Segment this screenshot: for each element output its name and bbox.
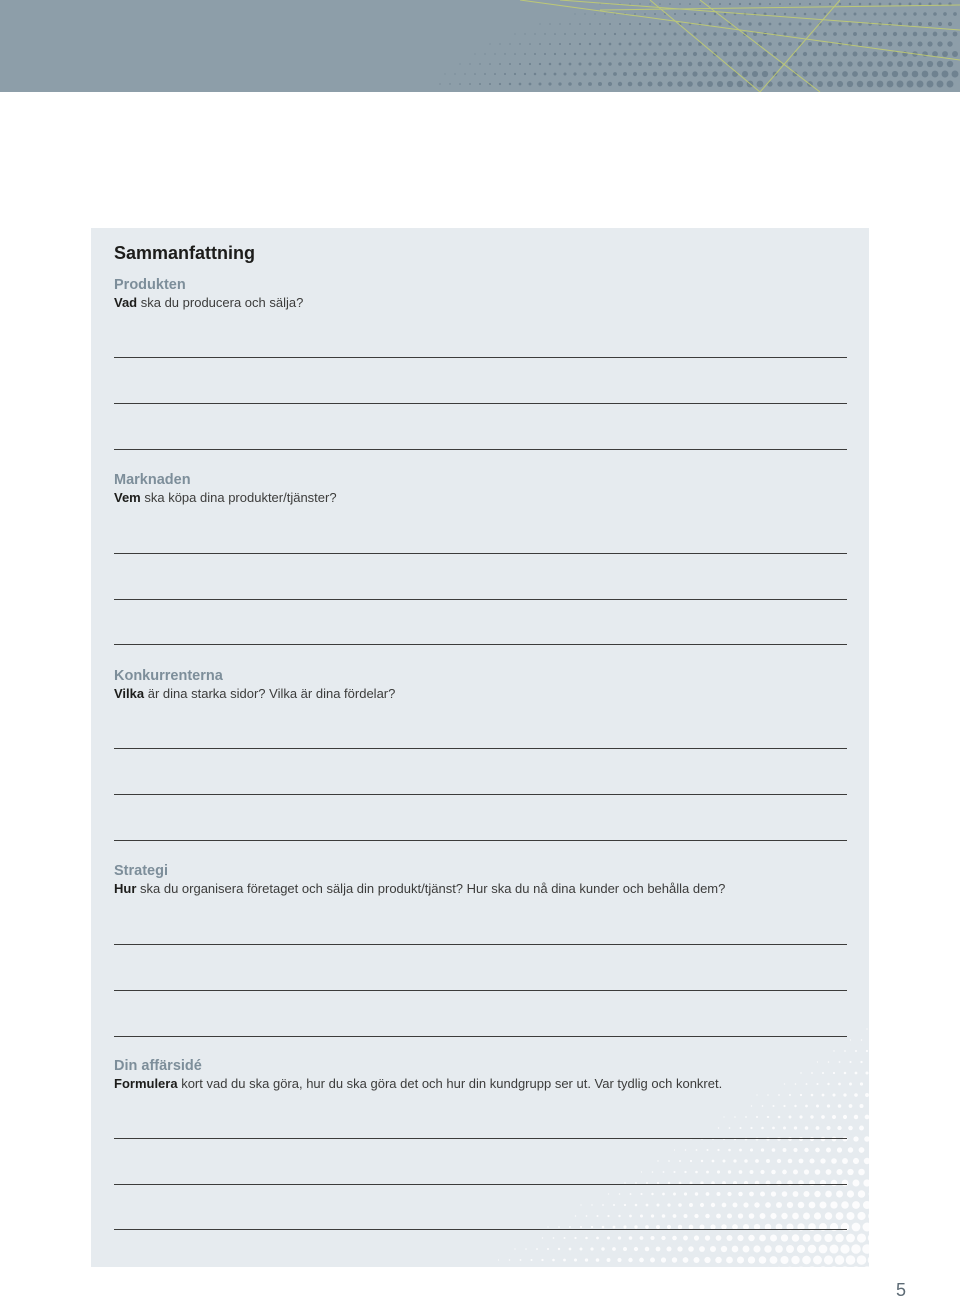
- section-question: Vem ska köpa dina produkter/tjänster?: [114, 490, 337, 505]
- section-konkurrenterna: [114, 667, 849, 703]
- write-line[interactable]: [114, 990, 847, 991]
- page-title: Sammanfattning: [114, 243, 256, 263]
- top-banner: [0, 0, 960, 92]
- write-line[interactable]: [114, 840, 847, 841]
- write-line[interactable]: [114, 944, 847, 945]
- section-heading: Strategi: [114, 863, 168, 879]
- summary-panel: [91, 228, 869, 1267]
- section-marknaden: [114, 471, 849, 507]
- section-question: Formulera kort vad du ska göra, hur du ska göra det och hur din kundgrupp ser ut. Var tydlig och konkret.: [114, 1076, 723, 1091]
- section-heading: Din affärsidé: [114, 1058, 202, 1074]
- write-line[interactable]: [114, 449, 847, 450]
- write-line[interactable]: [114, 357, 847, 358]
- write-line[interactable]: [114, 1184, 847, 1185]
- section-question: Hur ska du organisera företaget och sälja din produkt/tjänst? Hur ska du nå dina kunder och behålla dem?: [114, 881, 726, 896]
- section-strategi: [114, 862, 849, 898]
- write-line[interactable]: [114, 748, 847, 749]
- section-heading: Produkten: [114, 277, 186, 293]
- halftone-pattern-banner: [0, 0, 960, 92]
- write-line[interactable]: [114, 599, 847, 600]
- write-line[interactable]: [114, 1229, 847, 1230]
- section-heading: Marknaden: [114, 472, 191, 488]
- section-question: Vilka är dina starka sidor? Vilka är dina fördelar?: [114, 686, 396, 701]
- section-din-affarside: [114, 1057, 849, 1093]
- write-line[interactable]: [114, 1138, 847, 1139]
- write-line[interactable]: [114, 644, 847, 645]
- section-heading: Konkurrenterna: [114, 668, 223, 684]
- write-line[interactable]: [114, 403, 847, 404]
- section-question: Vad ska du producera och sälja?: [114, 295, 304, 310]
- section-produkten: [114, 276, 849, 312]
- write-line[interactable]: [114, 1036, 847, 1037]
- write-line[interactable]: [114, 553, 847, 554]
- write-line[interactable]: [114, 794, 847, 795]
- page-number: 5: [896, 1280, 907, 1300]
